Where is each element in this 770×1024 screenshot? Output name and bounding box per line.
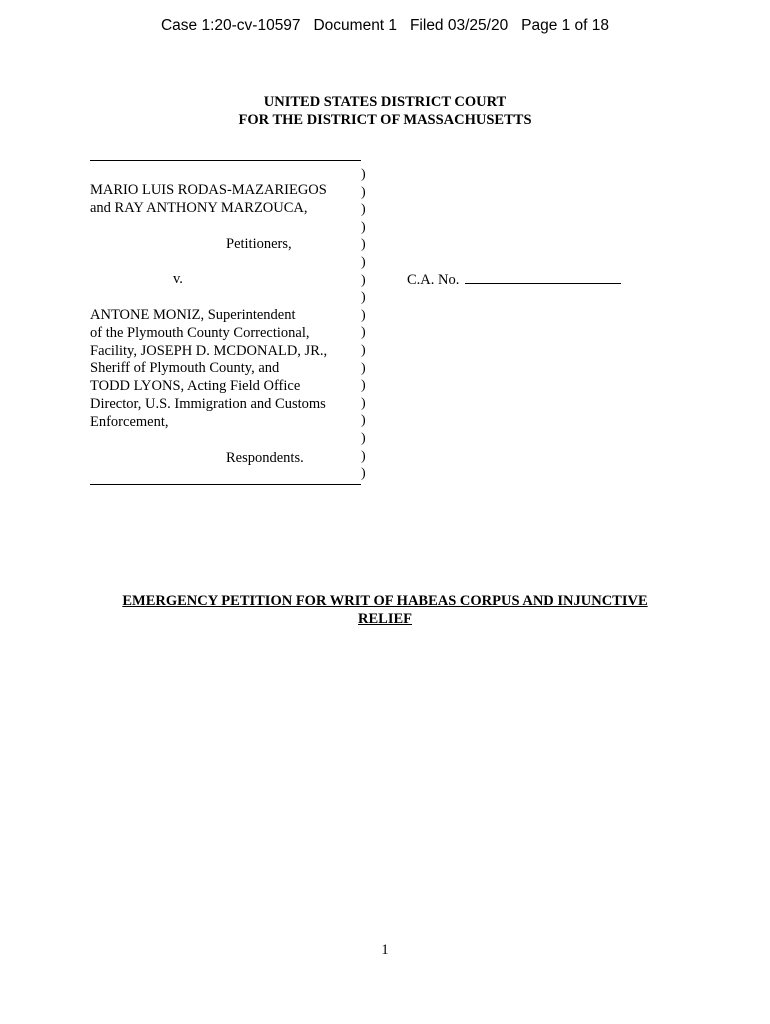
petitioner-line: MARIO LUIS RODAS-MAZARIEGOS	[90, 182, 327, 198]
respondents-role: Respondents.	[226, 450, 304, 466]
versus-label: v.	[173, 271, 183, 287]
document-title	[0, 592, 770, 628]
case-number-label: C.A. No.	[407, 272, 460, 288]
caption-bottom-rule	[90, 484, 361, 485]
paren: )	[361, 167, 366, 182]
filing-stamp-header: Case 1:20-cv-10597 Document 1 Filed 03/25/20 Page 1 of 18	[160, 17, 610, 34]
court-heading-line-2: FOR THE DISTRICT OF MASSACHUSETTS	[238, 112, 532, 128]
paren: )	[361, 219, 366, 235]
paren: )	[361, 448, 366, 464]
respondents-names	[90, 307, 327, 432]
case-number-blank-line	[465, 271, 621, 284]
case-caption	[90, 160, 650, 490]
respondent-line: of the Plymouth County Correctional,	[90, 324, 310, 341]
respondent-line: Facility, JOSEPH D. MCDONALD, JR.,	[90, 342, 328, 359]
case-number-field	[407, 271, 621, 289]
respondent-line: TODD LYONS, Acting Field Office	[90, 378, 301, 395]
paren: )	[361, 325, 366, 341]
respondent-line: Director, U.S. Immigration and Customs	[90, 395, 326, 412]
paren: )	[361, 184, 366, 200]
paren: )	[361, 430, 366, 446]
petitioners-names	[90, 182, 327, 218]
paren: )	[361, 237, 366, 253]
petitioner-line: and RAY ANTHONY MARZOUCA,	[90, 199, 308, 216]
caption-paren-column	[361, 166, 366, 483]
paren: )	[361, 342, 366, 358]
paren: )	[361, 254, 366, 270]
document-title-line-2: RELIEF	[358, 611, 412, 627]
paren: )	[361, 272, 366, 288]
paren: )	[361, 307, 366, 323]
paren: )	[361, 360, 366, 376]
court-heading-line-1: UNITED STATES DISTRICT COURT	[263, 94, 507, 110]
paren: )	[361, 466, 366, 482]
petitioners-role: Petitioners,	[226, 236, 292, 252]
paren: )	[361, 378, 366, 394]
page-number: 1	[381, 942, 389, 958]
paren: )	[361, 290, 366, 306]
paren: )	[361, 395, 366, 411]
paren: )	[361, 202, 366, 218]
respondent-line: ANTONE MONIZ, Superintendent	[90, 307, 296, 323]
document-title-line-1: EMERGENCY PETITION FOR WRIT OF HABEAS CORPUS AND INJUNCTIVE	[122, 593, 648, 609]
caption-top-rule	[90, 160, 361, 161]
respondent-line: Enforcement,	[90, 413, 169, 430]
paren: )	[361, 413, 366, 429]
respondent-line: Sheriff of Plymouth County, and	[90, 360, 280, 377]
court-heading	[0, 93, 770, 129]
